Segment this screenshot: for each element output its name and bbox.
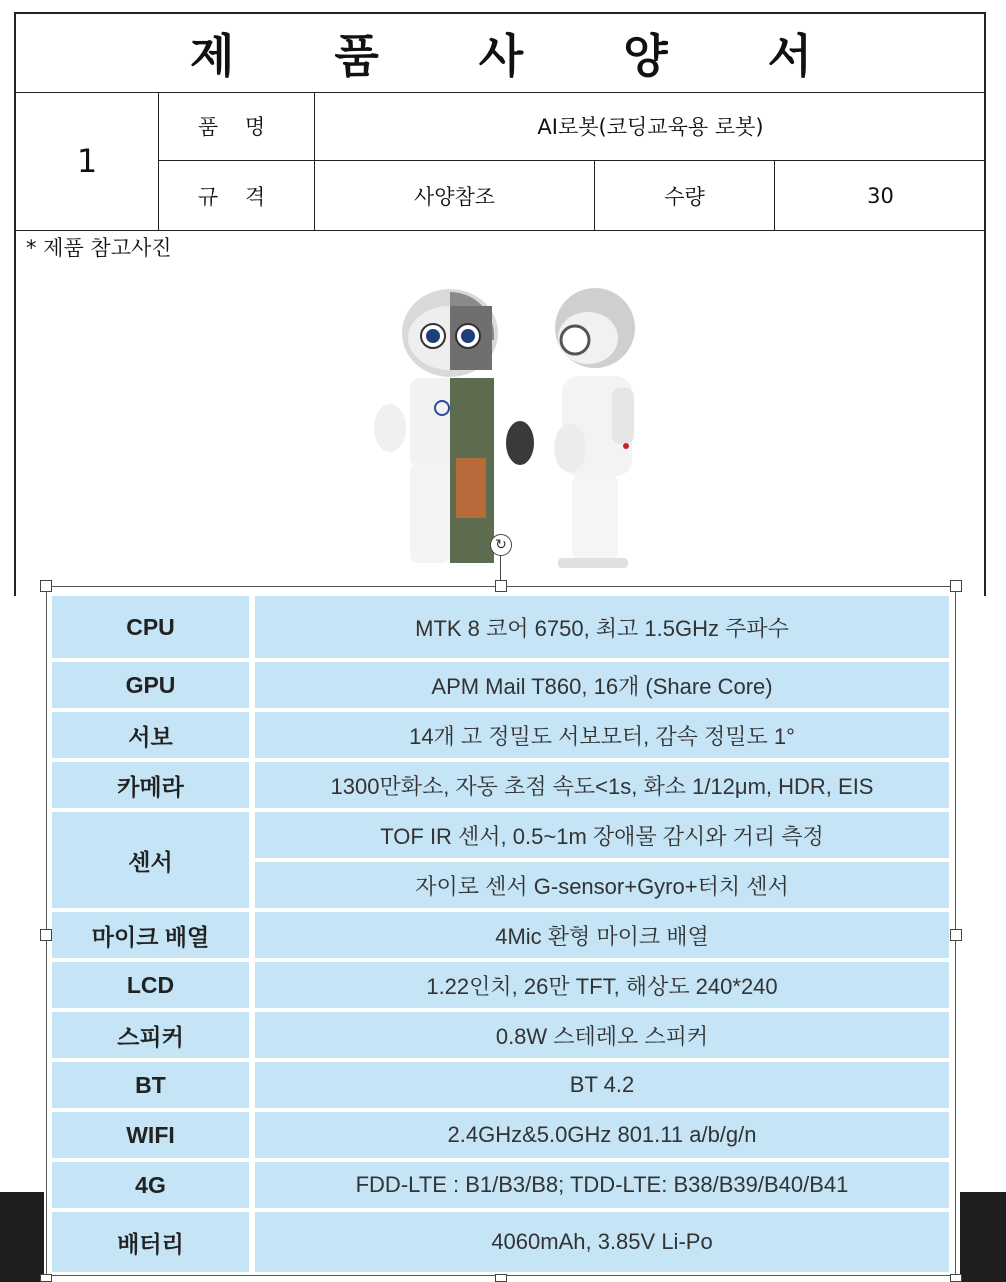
spec-value-gpu: APM Mail T860, 16개 (Share Core) — [255, 662, 949, 708]
info-table — [16, 92, 986, 231]
spec-label-servo: 서보 — [52, 712, 249, 758]
spec-value-servo: 14개 고 정밀도 서보모터, 감속 정밀도 1° — [255, 712, 949, 758]
image-selection-frame[interactable] — [46, 586, 956, 1276]
resize-handle-middle-right[interactable] — [950, 929, 962, 941]
document-title: 제 품 사 양 서 — [189, 29, 855, 83]
title-row — [16, 14, 986, 93]
spec-value-camera: 1300만화소, 자동 초점 속도<1s, 화소 1/12μm, HDR, EIS — [255, 762, 949, 808]
reference-photo-label: * 제품 참고사진 — [26, 236, 172, 260]
spec-label-bt: BT — [52, 1062, 249, 1108]
spec-label-mic-array: 마이크 배열 — [52, 912, 249, 958]
spec-value-battery: 4060mAh, 3.85V Li-Po — [255, 1212, 949, 1272]
item-number: 1 — [16, 92, 159, 230]
spec-value: 사양참조 — [315, 161, 595, 230]
background-right-strip — [960, 1192, 1006, 1282]
spec-value-cpu: MTK 8 코어 6750, 최고 1.5GHz 주파수 — [255, 596, 949, 658]
product-name-label: 품 명 — [159, 92, 315, 161]
resize-handle-bottom-right[interactable] — [950, 1274, 962, 1282]
background-left-strip — [0, 1192, 44, 1282]
spec-value-wifi: 2.4GHz&5.0GHz 801.11 a/b/g/n — [255, 1112, 949, 1158]
spec-label-speaker: 스피커 — [52, 1012, 249, 1058]
spec-value-4g: FDD-LTE : B1/B3/B8; TDD-LTE: B38/B39/B40/B41 — [255, 1162, 949, 1208]
spec-label-battery: 배터리 — [52, 1212, 249, 1272]
resize-handle-top-left[interactable] — [40, 580, 52, 592]
spec-value-sensor-tof: TOF IR 센서, 0.5~1m 장애물 감시와 거리 측정 — [255, 812, 949, 858]
robot-product-photo — [350, 278, 650, 578]
spec-label: 규 격 — [159, 161, 315, 230]
spec-value-speaker: 0.8W 스테레오 스피커 — [255, 1012, 949, 1058]
spec-label-camera: 카메라 — [52, 762, 249, 808]
spec-value-mic-array: 4Mic 환형 마이크 배열 — [255, 912, 949, 958]
spec-label-cpu: CPU — [52, 596, 249, 658]
rotate-icon[interactable]: ↻ — [490, 534, 512, 556]
resize-handle-bottom-center[interactable] — [495, 1274, 507, 1282]
resize-handle-middle-left[interactable] — [40, 929, 52, 941]
resize-handle-top-center[interactable] — [495, 580, 507, 592]
product-name-value: AI로봇(코딩교육용 로봇) — [315, 92, 986, 161]
spec-label-4g: 4G — [52, 1162, 249, 1208]
quantity-label: 수량 — [595, 161, 775, 230]
robot-front-figure — [374, 289, 534, 563]
spec-value-bt: BT 4.2 — [255, 1062, 949, 1108]
spec-value-lcd: 1.22인치, 26만 TFT, 해상도 240*240 — [255, 962, 949, 1008]
robot-side-figure — [554, 288, 635, 568]
resize-handle-top-right[interactable] — [950, 580, 962, 592]
spec-label-gpu: GPU — [52, 662, 249, 708]
resize-handle-bottom-left[interactable] — [40, 1274, 52, 1282]
spec-label-sensor: 센서 — [52, 812, 249, 908]
quantity-value: 30 — [867, 183, 894, 208]
spec-label-lcd: LCD — [52, 962, 249, 1008]
spec-value-sensor-gyro: 자이로 센서 G-sensor+Gyro+터치 센서 — [255, 862, 949, 908]
spec-label-wifi: WIFI — [52, 1112, 249, 1158]
